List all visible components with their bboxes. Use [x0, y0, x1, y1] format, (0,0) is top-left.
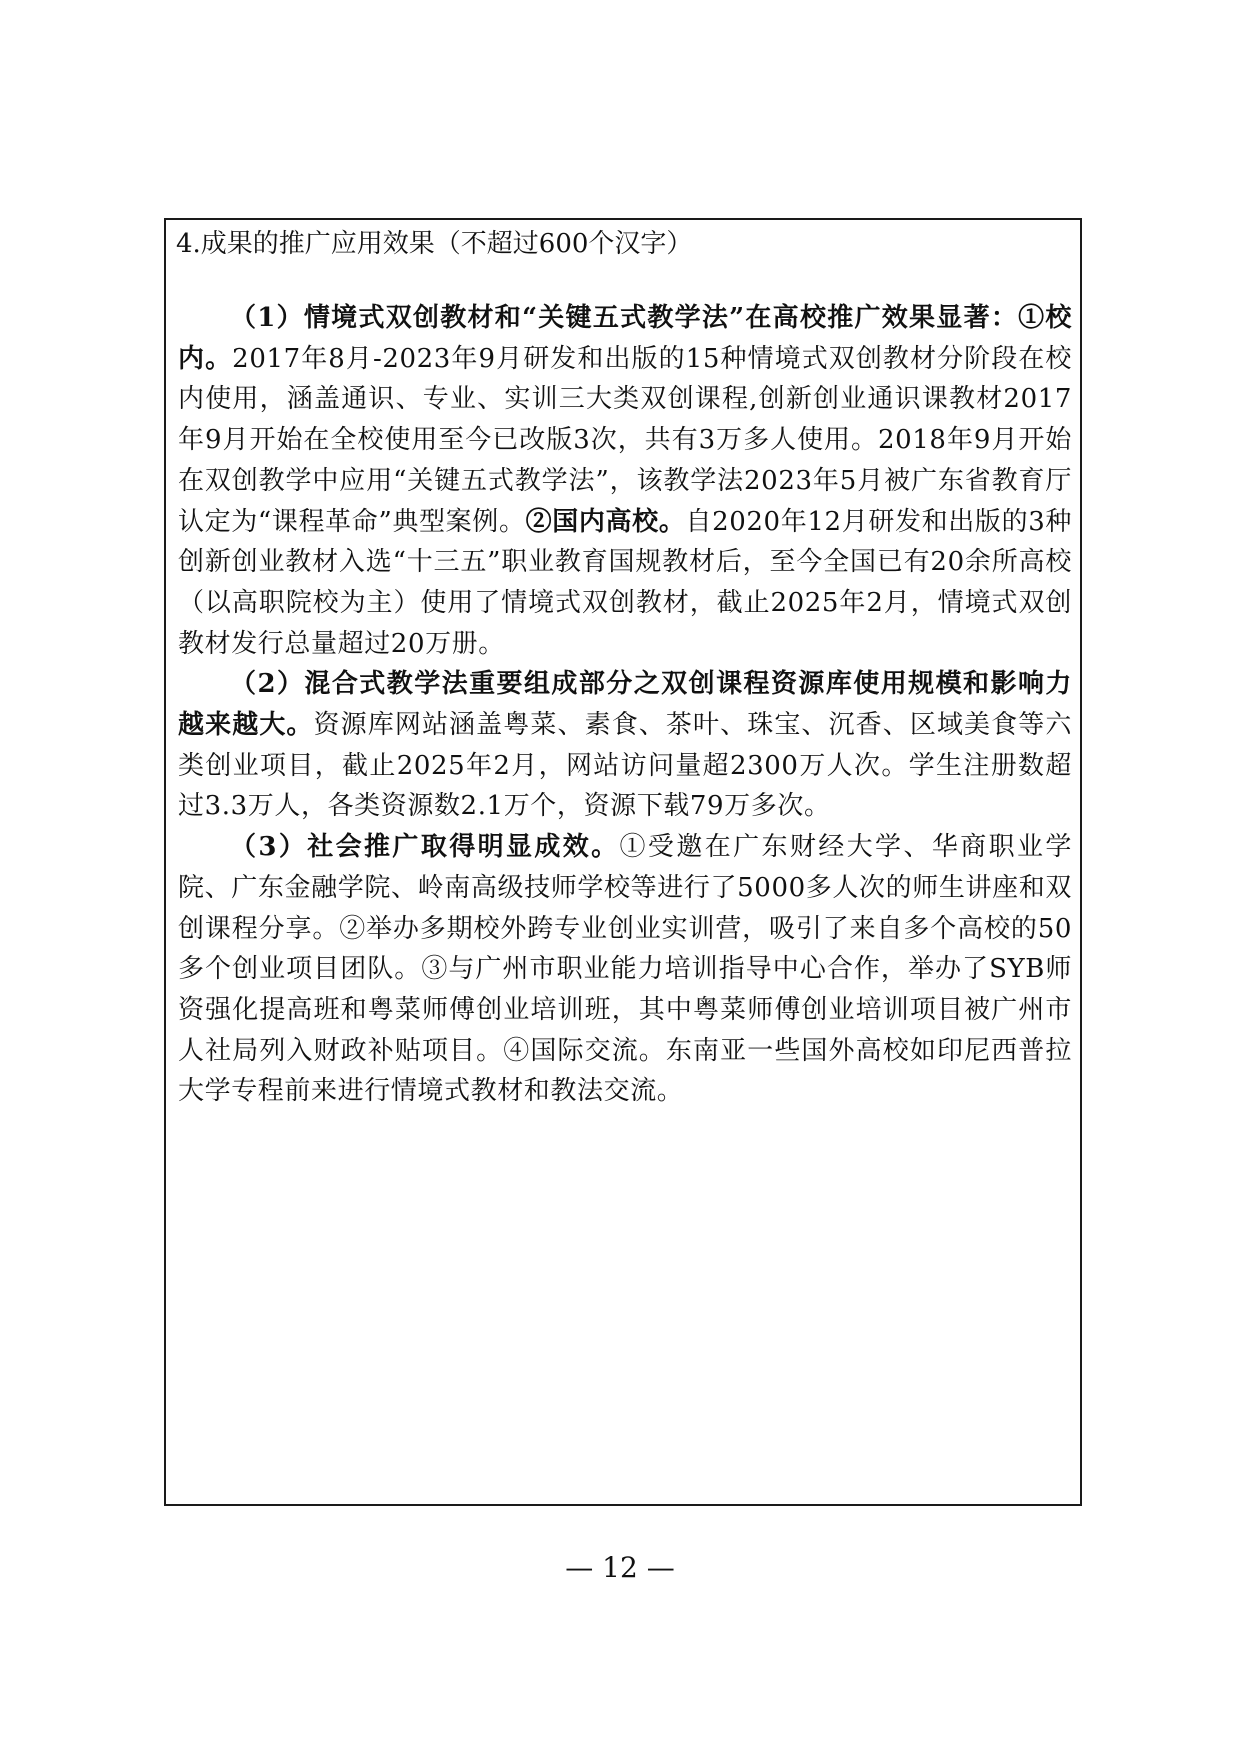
section-heading: 4.成果的推广应用效果（不超过600个汉字） [176, 229, 693, 259]
paragraph-1 [178, 298, 1072, 664]
section-content [178, 298, 1072, 1112]
paragraph-3-lead: （3）社会推广取得明显成效。 [230, 832, 620, 863]
page-number: — 12 — [565, 1551, 675, 1584]
paragraph-1-lead: （1）情境式双创教材和“关键五式教学法”在高校推广效果显著： [230, 303, 1019, 333]
paragraph-2-text: 资源库网站涵盖粤菜、素食、茶叶、珠宝、沉香、区域美食等六类创业项目，截止2025年2月，网站访问量超2300万人次。学生注册数超过3.3万人，各类资源数2.1万个，资源下载79万多次。 [178, 710, 1072, 822]
paragraph-1-text-1: 2017年8月-2023年9月研发和出版的15种情境式双创教材分阶段在校内使用，涵盖通识、专业、实训三大类双创课程,创新创业通识课教材2017年9月开始在全校使用至今已改版3次，共有3万多人使用。2018年9月开始在双创教学中应用“关键五式教学法”，该教学法2023年5月被广东省教育厅认定为“课程革命”典型案例。 [178, 343, 1073, 537]
paragraph-3-text: ①受邀在广东财经大学、华商职业学院、广东金融学院、岭南高级技师学校等进行了5000多人次的师生讲座和双创课程分享。②举办多期校外跨专业创业实训营，吸引了来自多个高校的50多个创业项目团队。③与广州市职业能力培训指导中心合作，举办了SYB师资强化提高班和粤菜师傅创业培训班，其中粤菜师傅创业培训项目被广州市人社局列入财政补贴项目。④国际交流。东南亚一些国外高校如印尼西普拉大学专程前来进行情境式教材和教法交流。 [178, 832, 1072, 1107]
paragraph-2 [178, 664, 1072, 827]
paragraph-2-lead: （2）混合式教学法重要组成部分之双创课程资源库使用规模和影响力越来越大。 [178, 669, 1072, 741]
paragraph-1-text-2: 自2020年12月研发和出版的3种创新创业教材入选“十三五”职业教育国规教材后，至今全国已有20余所高校（以高职院校为主）使用了情境式双创教材，截止2025年2月，情境式双创教材发行总量超过20万册。 [178, 506, 1073, 659]
paragraph-1-subtitle-2: ②国内高校。 [525, 506, 686, 537]
paragraph-3 [178, 827, 1072, 1112]
paragraph-1-subtitle-1: ①校内。 [178, 303, 1072, 374]
